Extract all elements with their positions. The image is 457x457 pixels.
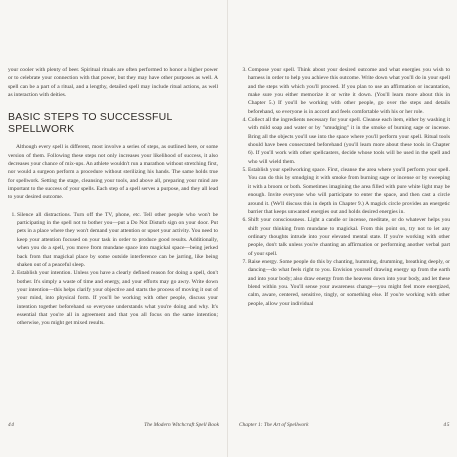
right-page-footer xyxy=(239,422,450,428)
step-item: 5. Establish your spellworking space. First, cleanse the area where you'll perform your spell. You can do this by smudging it with smoke from burning sage or incense or by sweeping it with a broom or both. Sometimes imagining the area filled with pure white light may be enough. Invite everyone who will participate to enter the space, and then cast a circle around it. (We'll discuss this in depth in Chapter 9.) A magick circle provides an energetic barrier that keeps unwanted energies out and holds desired energies in. xyxy=(248,166,450,216)
page-number: 45 xyxy=(443,422,450,428)
left-page xyxy=(0,0,228,457)
steps-list-right xyxy=(239,66,450,308)
step-item: 2. Establish your intention. Unless you have a clearly defined reason for doing a spell, don't bother. It's simply a waste of time and energy, and your efforts may go awry. Write down your intention—this helps clarify your objective and starts the process of moving it out of your mind, into physical form. If you'll be working with other people, discuss your intention together beforehand so everyone understands what you're doing and why. It's essential that you're all in agreement and that you all focus on the same intention; otherwise, you might get mixed results. xyxy=(17,269,218,327)
running-title: The Modern Witchcraft Spell Book xyxy=(144,422,219,428)
step-item: 6. Shift your consciousness. Light a candle or incense, meditate, or do whatever helps you shift your thinking from mundane to magickal. From this point on, try not to let any ordinary thoughts intrude into your elevated mental state. If you're working with other people, don't talk unless you're chanting an affirmation or performing another verbal part of your spell. xyxy=(248,216,450,258)
step-item: 7. Raise energy. Some people do this by chanting, humming, drumming, breathing deeply, or dancing—do what feels right to you. Envision yourself drawing energy up from the earth and into your body; also draw energy from the heavens down into your body, and let these blend within you. You'll sense your awareness change—you might feel more energized, calm, aware, centered, sensitive, tingly, or something else. If you're working with other people, allow your individual xyxy=(248,258,450,308)
intro-paragraph: your cooler with plenty of beer. Spiritual rituals are often performed to honor a higher power or to celebrate your connection with that power, but they may have other purposes as well. A spell can be a part of a ritual, and a lengthy, detailed spell may include ritual actions, as well as interaction with deities. xyxy=(8,67,218,99)
section-paragraph: Although every spell is different, most involve a series of steps, as outlined here, or some version of them. Following these steps not only increases your likelihood of success, it also decreases your chance of mix-ups. An athlete wouldn't run a marathon without stretching first, nor would a surgeon perform a procedure without sterilizing his hands. The same holds true for spellwork. Setting the stage, cleansing your tools, and above all, preparing your mind are important to the success of your spells. Each step of a spell serves a purpose, and they all lead to your desired outcome. xyxy=(8,144,218,201)
steps-list-left xyxy=(8,211,218,328)
step-item: 3. Compose your spell. Think about your desired outcome and what energies you wish to harness in order to help you achieve this outcome. Write down what you'll do in your spell and the steps with which you'll proceed. If you plan to use an affirmation or incantation, make sure you either memorize it or write it down. (You'll learn more about this in Chapter 5.) If you'll be working with other people, go over the steps and details beforehand, so everyone is in accord and feels comfortable with his or her role. xyxy=(248,66,450,116)
step-item: 1. Silence all distractions. Turn off the TV, phone, etc. Tell other people who won't be participating in the spell not to bother you—put a Do Not Disturb sign on your door. Put pets in a place where they won't demand your attention or upset your activity. You need to keep your attention focused on your task in order to produce good results. Additionally, when you do a spell, you move from mundane space into magickal space—being jerked back from that magickal place by some outside interference can be jarring, like being shaken out of a peaceful sleep. xyxy=(17,211,218,269)
section-heading: BASIC STEPS TO SUCCESSFUL SPELLWORK xyxy=(8,111,173,136)
left-page-footer xyxy=(8,422,219,428)
step-item: 4. Collect all the ingredients necessary for your spell. Cleanse each item, either by washing it with mild soap and water or by "smudging" it in the smoke of burning sage or incense. Bring all the objects you'll use into the space where you'll perform your spell. Ritual tools should have been consecrated beforehand (you'll learn more about these tools in Chapter 6). If you'll work with other spellcasters, decide whose tools will be used in the spell and who will wield them. xyxy=(248,116,450,166)
right-page xyxy=(228,0,456,457)
page-number: 44 xyxy=(8,422,15,428)
running-title: Chapter 1: The Art of Spellwork xyxy=(239,422,309,428)
